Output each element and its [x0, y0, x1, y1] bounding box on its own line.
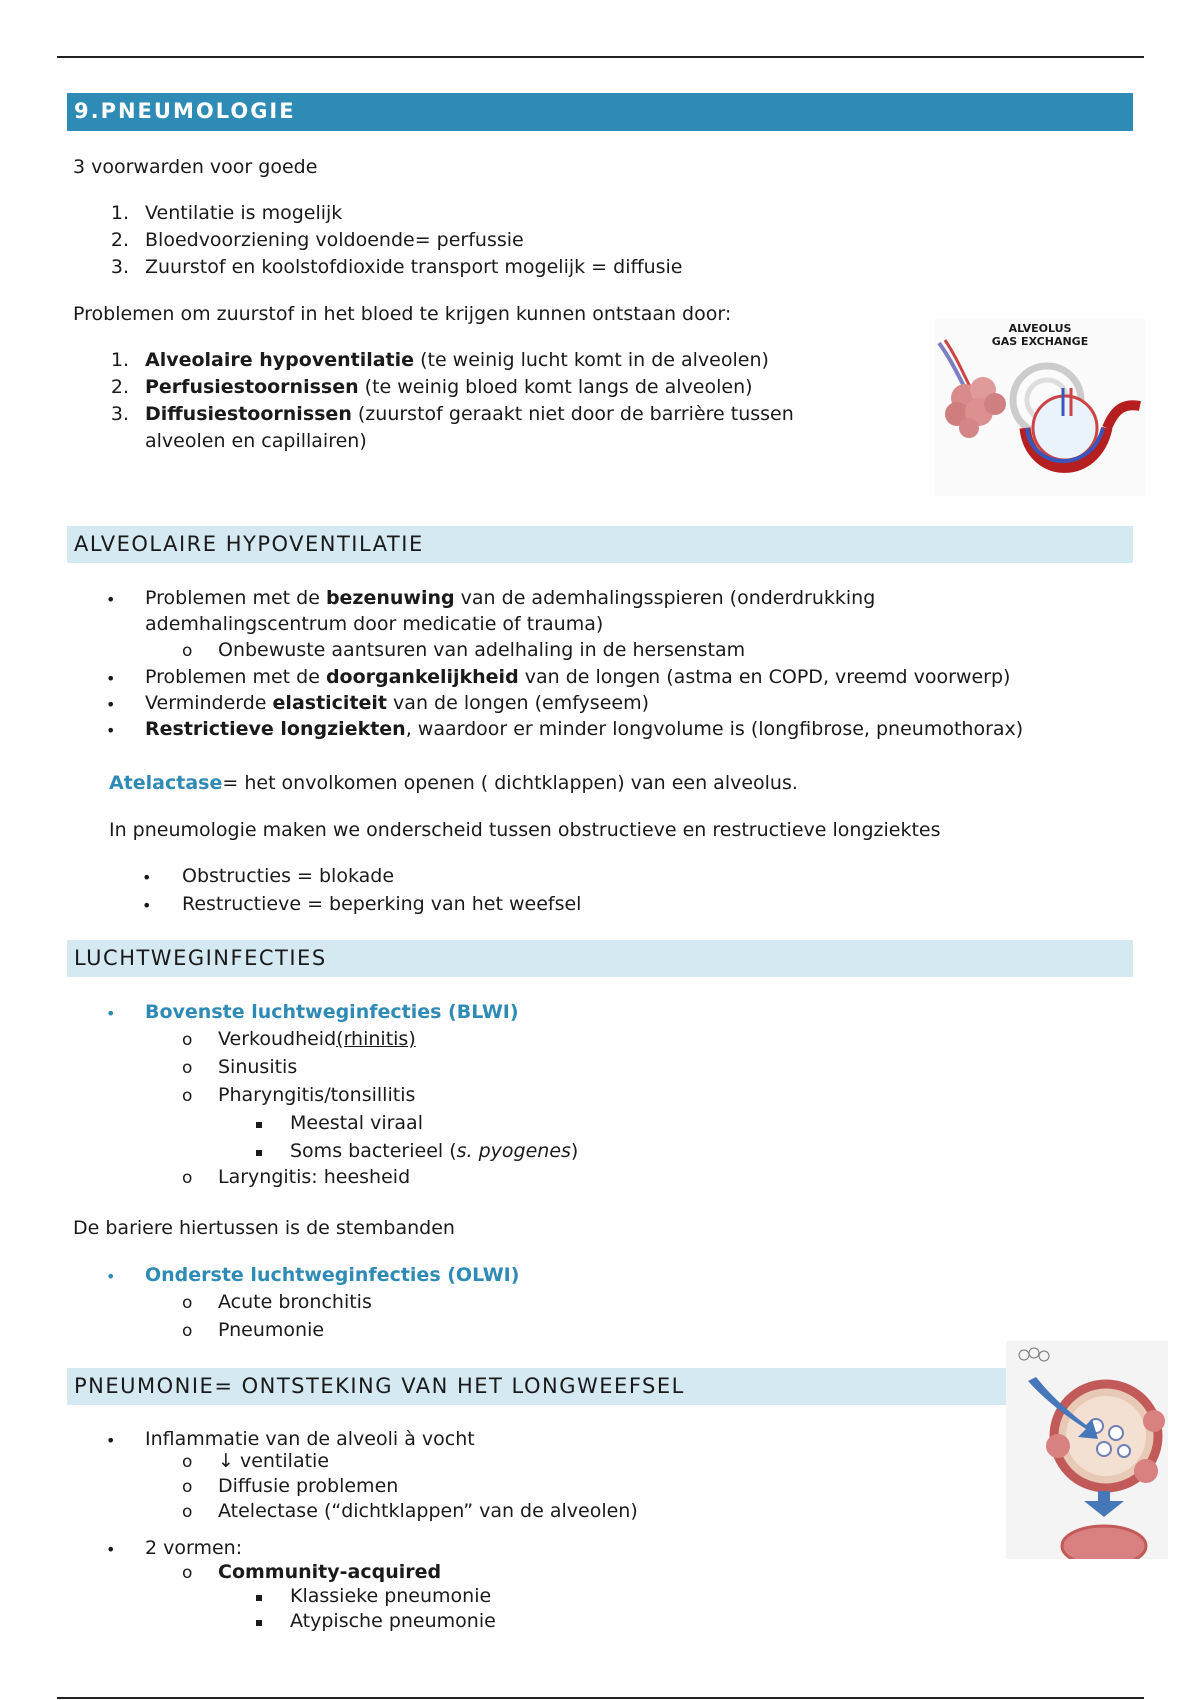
sub-sub-list-item: Atypische pneumonie — [290, 1610, 496, 1632]
bullet: • — [106, 669, 116, 688]
list-item: Verminderde elasticiteit van de longen (emfyseem) — [145, 692, 649, 714]
pneumonia-alveolus-figure — [1006, 1341, 1168, 1559]
olwi-heading: Onderste luchtweginfecties (OLWI) — [145, 1264, 520, 1286]
sub-sub-list-item: Meestal viraal — [290, 1112, 423, 1134]
sub-list-item: Verkoudheid(rhinitis) — [218, 1028, 416, 1050]
list-item: Problemen met de bezenuwing van de ademhalingsspieren (onderdrukking — [145, 587, 876, 609]
distinction-line: In pneumologie maken we onderscheid tussen obstructieve en restructieve longziektes — [109, 819, 941, 841]
list-item-continuation: ademhalingscentrum door medicatie of trauma) — [145, 613, 604, 635]
sub-list-item: Pneumonie — [218, 1319, 325, 1341]
sub-list-item: Atelectase (“dichtklappen” van de alveolen) — [218, 1500, 638, 1522]
bottom-rule — [57, 1697, 1144, 1699]
bullet: • — [106, 1431, 116, 1450]
sub-bullet: o — [182, 641, 193, 661]
list-number: 2. — [110, 229, 129, 251]
list-number: 3. — [110, 256, 129, 278]
sub-bullet: o — [182, 1058, 193, 1078]
sub-list-item: Onbewuste aantsuren van adelhaling in de hersenstam — [218, 639, 746, 661]
sub-sub-list-item: Soms bacterieel (s. pyogenes) — [290, 1140, 579, 1162]
top-rule — [57, 56, 1144, 58]
list-item: 2 vormen: — [145, 1537, 243, 1559]
list-item: Restrictieve longziekten, waardoor er minder longvolume is (longfibrose, pneumothorax) — [145, 718, 1024, 740]
sub-bullet: o — [182, 1168, 193, 1188]
sub-bullet: o — [182, 1030, 193, 1050]
sub-list-item: Diffusie problemen — [218, 1475, 399, 1497]
bullet: • — [142, 868, 152, 887]
sub-list-item: Community-acquired — [218, 1561, 442, 1583]
figure-subtitle: GAS EXCHANGE — [991, 335, 1089, 348]
bullet: • — [106, 1540, 116, 1559]
square-bullet — [256, 1122, 262, 1128]
sub-bullet: o — [182, 1477, 193, 1497]
bullet: • — [142, 896, 152, 915]
list-item: Problemen met de doorgankelijkheid van de longen (astma en COPD, vreemd voorwerp) — [145, 666, 1011, 688]
alveolus-illustration — [935, 318, 1145, 496]
list-item: Perfusiestoornissen (te weinig bloed komt langs de alveolen) — [145, 376, 753, 398]
bullet: • — [106, 1004, 116, 1023]
sub-list-item: ↓ ventilatie — [218, 1450, 330, 1472]
bullet: • — [106, 721, 116, 740]
bullet: • — [106, 1267, 116, 1286]
sub-sub-list-item: Klassieke pneumonie — [290, 1585, 492, 1607]
list-number: 3. — [110, 403, 129, 425]
list-number: 2. — [110, 376, 129, 398]
sub-list-item: Laryngitis: heesheid — [218, 1166, 411, 1188]
section-heading-pneumonie: PNEUMONIE= ONTSTEKING VAN HET LONGWEEFSEL — [67, 1368, 1133, 1405]
list-item: Alveolaire hypoventilatie (te weinig lucht komt in de alveolen) — [145, 349, 769, 371]
barrier-line: De bariere hiertussen is de stembanden — [73, 1217, 455, 1239]
sub-bullet: o — [182, 1321, 193, 1341]
sub-list-item: Acute bronchitis — [218, 1291, 372, 1313]
list-item: Inflammatie van de alveoli à vocht — [145, 1428, 475, 1450]
sub-bullet: o — [182, 1563, 193, 1583]
sub-bullet: o — [182, 1502, 193, 1522]
sub-bullet: o — [182, 1452, 193, 1472]
figure-title: ALVEOLUS — [1008, 322, 1072, 335]
sub-bullet: o — [182, 1293, 193, 1313]
bullet: • — [106, 695, 116, 714]
list-number: 1. — [110, 202, 129, 224]
list-item: Diffusiestoornissen (zuurstof geraakt niet door de barrière tussen — [145, 403, 794, 425]
blwi-heading: Bovenste luchtweginfecties (BLWI) — [145, 1001, 519, 1023]
list-item-continuation: alveolen en capillairen) — [145, 430, 367, 452]
bullet: • — [106, 590, 116, 609]
list-item: Restructieve = beperking van het weefsel — [182, 893, 582, 915]
pneumonia-illustration — [1006, 1341, 1168, 1559]
sub-list-item: Sinusitis — [218, 1056, 298, 1078]
list-item: Obstructies = blokade — [182, 865, 395, 887]
list-item: Bloedvoorziening voldoende= perfussie — [145, 229, 524, 251]
alveolus-gas-exchange-figure — [935, 318, 1145, 496]
chapter-heading: 9.PNEUMOLOGIE — [67, 93, 1133, 131]
square-bullet — [256, 1620, 262, 1626]
list-item: Ventilatie is mogelijk — [145, 202, 343, 224]
section-heading-luchtweginfecties: LUCHTWEGINFECTIES — [67, 940, 1133, 977]
sub-list-item: Pharyngitis/tonsillitis — [218, 1084, 416, 1106]
list-item: Zuurstof en koolstofdioxide transport mogelijk = diffusie — [145, 256, 683, 278]
intro-line: 3 voorwarden voor goede — [73, 156, 318, 178]
section-heading-hypoventilatie: ALVEOLAIRE HYPOVENTILATIE — [67, 526, 1133, 563]
square-bullet — [256, 1150, 262, 1156]
sub-bullet: o — [182, 1086, 193, 1106]
problems-line: Problemen om zuurstof in het bloed te krijgen kunnen ontstaan door: — [73, 303, 732, 325]
square-bullet — [256, 1595, 262, 1601]
list-number: 1. — [110, 349, 129, 371]
atelactase-definition: Atelactase= het onvolkomen openen ( dichtklappen) van een alveolus. — [109, 772, 798, 794]
